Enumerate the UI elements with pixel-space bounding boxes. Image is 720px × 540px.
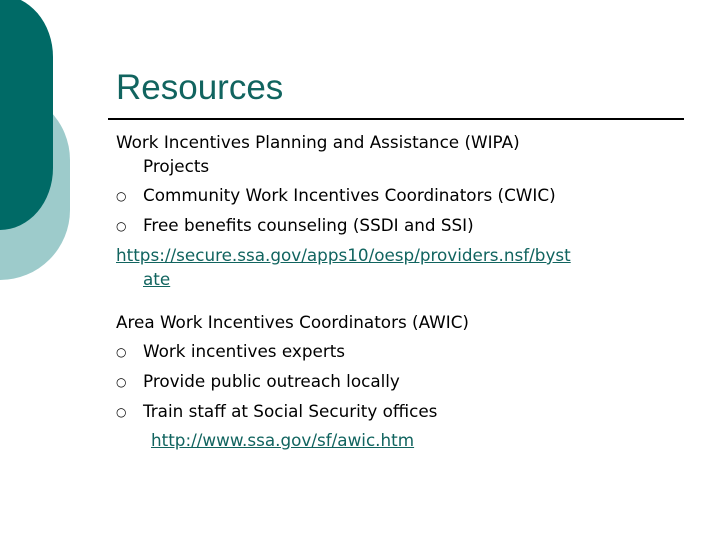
bullet-circle-icon: ○ — [116, 219, 127, 233]
list-item: ○ Train staff at Social Security offices — [116, 399, 696, 424]
decorative-circle-dark — [0, 0, 53, 230]
bullet-circle-icon: ○ — [116, 345, 127, 359]
wipa-link-cont[interactable]: ate — [143, 269, 171, 289]
awic-heading: Area Work Incentives Coordinators (AWIC) — [116, 312, 469, 332]
wipa-heading: Work Incentives Planning and Assistance (WIPA) — [116, 132, 520, 152]
wipa-link[interactable]: https://secure.ssa.gov/apps10/oesp/providers.nsf/byst — [116, 245, 571, 265]
slide-body — [116, 130, 696, 452]
title-divider — [108, 118, 684, 120]
bullet-circle-icon: ○ — [116, 189, 127, 203]
slide-title: Resources — [116, 68, 284, 107]
list-item: ○ Free benefits counseling (SSDI and SSI) — [116, 213, 696, 238]
bullet-circle-icon: ○ — [116, 375, 127, 389]
list-item: ○ Provide public outreach locally — [116, 369, 696, 394]
awic-link[interactable]: http://www.ssa.gov/sf/awic.htm — [151, 430, 415, 450]
bullet-circle-icon: ○ — [116, 405, 127, 419]
list-item: ○ Work incentives experts — [116, 339, 696, 364]
list-item: ○ Community Work Incentives Coordinators (CWIC) — [116, 183, 696, 208]
wipa-heading-cont: Projects — [143, 156, 210, 176]
